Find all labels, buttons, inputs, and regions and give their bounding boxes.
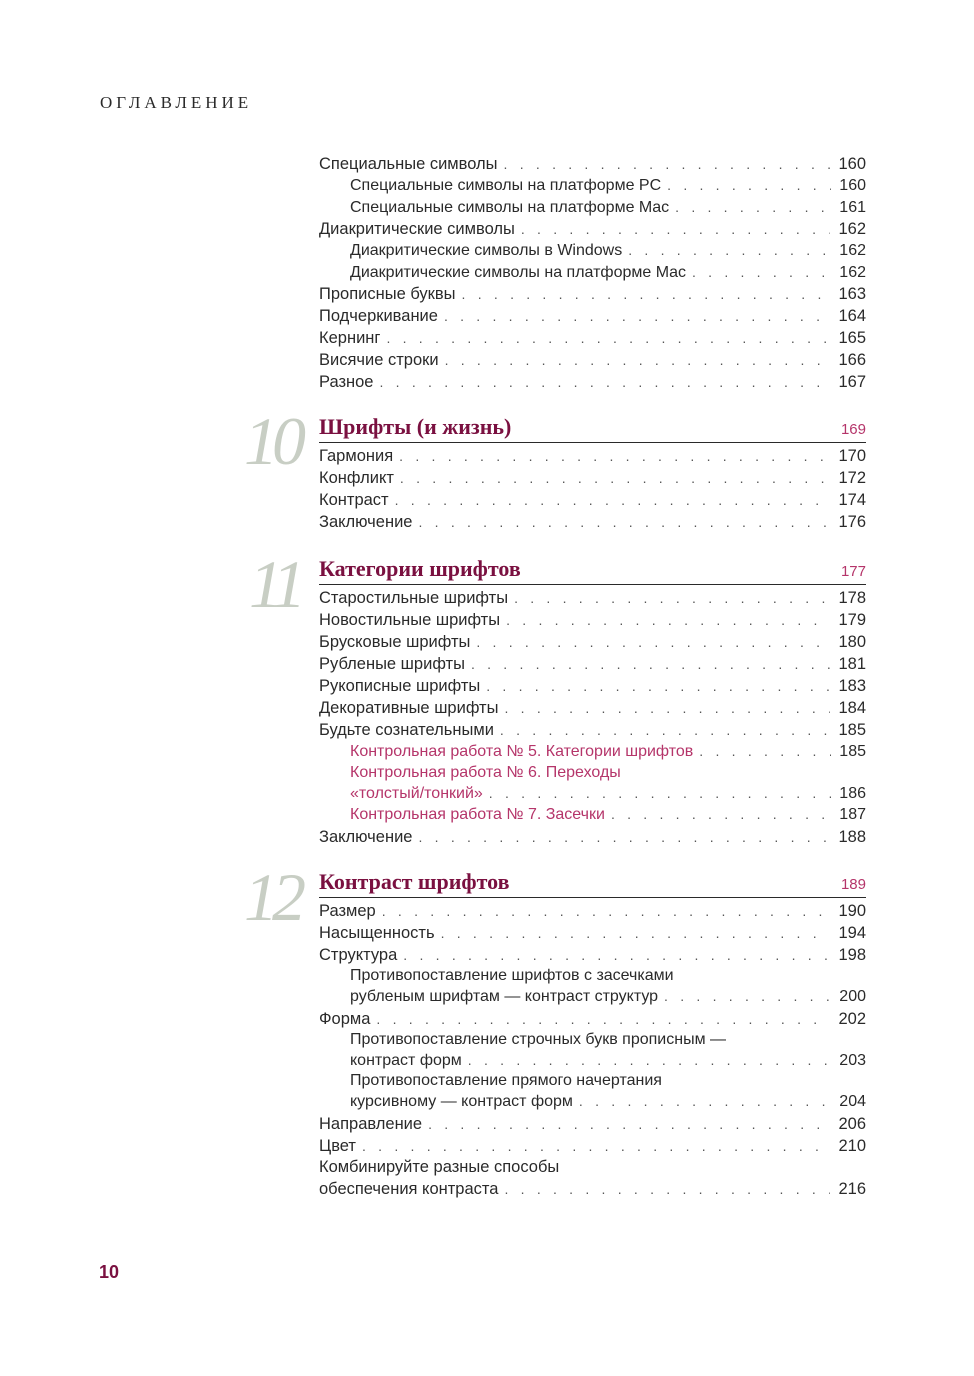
toc-entry-label: Диакритические символы: [319, 220, 515, 238]
chapter-number-10: 10: [244, 403, 300, 479]
toc-entry[interactable]: [319, 922, 866, 944]
leader-dots: [445, 349, 831, 371]
toc-entry[interactable]: [319, 467, 866, 489]
running-header: ОГЛАВЛЕНИЕ: [100, 93, 253, 112]
toc-entry[interactable]: [319, 511, 866, 533]
toc-exercise-entry-line1[interactable]: Контрольная работа № 6. Переходы: [350, 763, 621, 781]
toc-entry-label: Диакритические символы в Windows: [350, 242, 623, 259]
toc-entry-page: 160: [839, 177, 866, 194]
toc-entry-page: 216: [838, 1179, 866, 1198]
toc-entry-label: Разное: [319, 373, 374, 391]
toc-subentry-line1[interactable]: Противопоставление прямого начертания: [350, 1072, 662, 1089]
toc-entry-label: Заключение: [319, 513, 413, 531]
leader-dots: [699, 741, 831, 763]
toc-entry-label: Насыщенность: [319, 924, 435, 942]
toc-section-continued: [319, 153, 866, 393]
toc-entry[interactable]: [319, 349, 866, 371]
leader-dots: [692, 262, 831, 284]
leader-dots: [514, 587, 830, 609]
toc-entry-page: 172: [838, 469, 866, 487]
toc-entry[interactable]: [319, 283, 866, 305]
toc-entry-page: 185: [838, 721, 866, 739]
toc-entry-page: 174: [838, 491, 866, 509]
toc-entry-page: 206: [838, 1114, 866, 1133]
toc-entry-line2[interactable]: [319, 1178, 866, 1200]
leader-dots: [403, 944, 830, 966]
toc-entry[interactable]: [319, 631, 866, 653]
chapter-page: 169: [840, 421, 866, 438]
toc-entry-page: 167: [838, 373, 866, 391]
toc-entry-label: «толстый/тонкий»: [350, 784, 483, 802]
chapter-title: Контраст шрифтов: [319, 869, 510, 894]
toc-entry-label: Специальные символы на платформе Mac: [350, 198, 670, 216]
toc-entry-page: 166: [838, 351, 866, 369]
leader-dots: [500, 719, 831, 741]
toc-entry[interactable]: [319, 944, 866, 966]
leader-dots: [611, 804, 831, 826]
leader-dots: [489, 783, 832, 805]
leader-dots: [521, 218, 831, 240]
leader-dots: [628, 240, 831, 262]
toc-subentry-line1[interactable]: Противопоставление шрифтов с засечками: [350, 967, 674, 984]
toc-subentry-line2[interactable]: [350, 1091, 866, 1113]
toc-subentry-line1[interactable]: Противопоставление строчных букв прописным —: [350, 1030, 727, 1048]
toc-entry-label: Заключение: [319, 827, 413, 846]
toc-entry-page: 181: [838, 655, 866, 673]
toc-entry[interactable]: [319, 697, 866, 719]
toc-entry-page: 162: [838, 220, 866, 238]
toc-entry-label: Форма: [319, 1009, 371, 1028]
toc-entry-page: 202: [838, 1009, 866, 1028]
leader-dots: [506, 609, 830, 631]
toc-entry[interactable]: [319, 900, 866, 922]
leader-dots: [400, 467, 831, 489]
toc-entry-page: 170: [838, 447, 866, 465]
toc-entry-label: курсивному — контраст форм: [350, 1093, 573, 1110]
leader-dots: [418, 511, 830, 533]
toc-entry-label: обеспечения контраста: [319, 1179, 499, 1198]
toc-entry-page: 186: [839, 784, 866, 802]
toc-entry[interactable]: [319, 587, 866, 609]
leader-dots: [386, 327, 830, 349]
chapter-heading[interactable]: [319, 414, 866, 443]
leader-dots: [675, 197, 831, 219]
toc-subentry[interactable]: [350, 175, 866, 197]
toc-entry-page: 185: [839, 743, 866, 760]
toc-entry-label: Будьте сознательными: [319, 721, 494, 739]
toc-entry[interactable]: [319, 719, 866, 741]
leader-dots: [504, 1178, 830, 1200]
toc-chapter-11: [319, 556, 866, 848]
toc-entry-page: 176: [838, 513, 866, 531]
toc-entry-label: Старостильные шрифты: [319, 589, 509, 607]
toc-entry-label: Новостильные шрифты: [319, 611, 501, 629]
toc-entry[interactable]: [319, 653, 866, 675]
toc-entry[interactable]: [319, 489, 866, 511]
toc-entry-label: Специальные символы: [319, 155, 498, 173]
toc-entry-page: 210: [838, 1136, 866, 1155]
toc-entry-page: 198: [838, 946, 866, 964]
toc-chapter-10: [319, 414, 866, 533]
toc-entry-page: 188: [838, 827, 866, 846]
leader-dots: [664, 986, 831, 1008]
toc-entry-page: 203: [839, 1051, 866, 1069]
toc-entry-page: 200: [839, 988, 866, 1005]
toc-entry[interactable]: [319, 371, 866, 393]
toc-entry-label: Контрольная работа № 7. Засечки: [350, 806, 605, 823]
toc-entry[interactable]: [319, 445, 866, 467]
toc-entry-label: Рукописные шрифты: [319, 677, 481, 695]
leader-dots: [418, 826, 830, 848]
chapter-page: 177: [840, 563, 866, 580]
toc-entry-page: 163: [838, 285, 866, 303]
toc-exercise-entry[interactable]: [350, 741, 866, 763]
toc-entry-page: 187: [839, 806, 866, 823]
toc-entry-page: 204: [839, 1093, 866, 1110]
toc-exercise-entry[interactable]: [350, 804, 866, 826]
leader-dots: [468, 1050, 832, 1072]
toc-entry[interactable]: [319, 1135, 866, 1157]
leader-dots: [504, 697, 830, 719]
toc-entry-label: контраст форм: [350, 1051, 462, 1069]
toc-entry-page: 178: [838, 589, 866, 607]
toc-entry[interactable]: [319, 675, 866, 697]
toc-entry-page: 162: [839, 242, 866, 259]
toc-subentry[interactable]: [350, 262, 866, 284]
toc-subentry-line2[interactable]: [350, 1050, 866, 1072]
leader-dots: [504, 153, 831, 175]
leader-dots: [379, 371, 830, 393]
toc-entry-page: 160: [838, 155, 866, 173]
leader-dots: [667, 175, 831, 197]
toc-entry[interactable]: [319, 826, 866, 848]
toc-entry[interactable]: [319, 218, 866, 240]
leader-dots: [428, 1113, 830, 1135]
toc-entry-label: Подчеркивание: [319, 307, 438, 325]
toc-entry[interactable]: [319, 305, 866, 327]
chapter-title: Шрифты (и жизнь): [319, 414, 512, 439]
toc-entry-line1[interactable]: Комбинируйте разные способы: [319, 1157, 560, 1176]
toc-entry-label: Рубленые шрифты: [319, 655, 465, 673]
leader-dots: [476, 631, 830, 653]
chapter-number-11: 11: [249, 546, 300, 622]
toc-entry-page: 162: [839, 263, 866, 281]
chapter-number-12: 12: [244, 859, 300, 935]
leader-dots: [376, 1008, 830, 1030]
toc-entry-label: Направление: [319, 1114, 423, 1133]
chapter-heading[interactable]: [319, 556, 866, 585]
toc-entry-label: Конфликт: [319, 469, 394, 487]
toc-entry-label: Структура: [319, 946, 398, 964]
toc-entry-page: 184: [838, 699, 866, 717]
leader-dots: [441, 922, 831, 944]
toc-entry[interactable]: [319, 327, 866, 349]
leader-dots: [471, 653, 831, 675]
toc-entry-page: 190: [838, 902, 866, 920]
toc-entry-page: 161: [839, 198, 866, 216]
leader-dots: [362, 1135, 830, 1157]
leader-dots: [486, 675, 830, 697]
toc-entry-label: Контрольная работа № 5. Категории шрифтов: [350, 743, 694, 760]
toc-entry-page: 183: [838, 677, 866, 695]
toc-entry-label: Размер: [319, 902, 376, 920]
chapter-title: Категории шрифтов: [319, 556, 521, 581]
chapter-heading[interactable]: [319, 869, 866, 898]
toc-entry-label: Брусковые шрифты: [319, 633, 471, 651]
toc-subentry[interactable]: [350, 197, 866, 219]
toc-entry[interactable]: [319, 1113, 866, 1135]
toc-entry-page: 179: [838, 611, 866, 629]
toc-entry-label: Контраст: [319, 491, 389, 509]
toc-entry-label: Цвет: [319, 1136, 356, 1155]
toc-entry-label: Висячие строки: [319, 351, 439, 369]
toc-entry-page: 180: [838, 633, 866, 651]
toc-entry-label: Диакритические символы на платформе Mac: [350, 263, 686, 281]
toc-entry-page: 165: [838, 329, 866, 347]
chapter-page: 189: [840, 876, 866, 893]
toc-entry-label: Гармония: [319, 447, 394, 465]
leader-dots: [399, 445, 830, 467]
toc-exercise-entry-line2[interactable]: [350, 783, 866, 805]
toc-subentry-line2[interactable]: [350, 986, 866, 1008]
toc-chapter-12: [319, 869, 866, 1200]
toc-entry-page: 164: [838, 307, 866, 325]
toc-entry-label: Прописные буквы: [319, 285, 456, 303]
toc-entry[interactable]: [319, 153, 866, 175]
toc-entry-label: Декоративные шрифты: [319, 699, 499, 717]
toc-entry-label: Кернинг: [319, 329, 381, 347]
toc-entry[interactable]: [319, 1008, 866, 1030]
leader-dots: [382, 900, 831, 922]
leader-dots: [462, 283, 831, 305]
page-number: 10: [99, 1262, 120, 1282]
toc-entry-page: 194: [838, 924, 866, 942]
toc-entry[interactable]: [319, 609, 866, 631]
toc-subentry[interactable]: [350, 240, 866, 262]
toc-entry-label: рубленым шрифтам — контраст структур: [350, 988, 659, 1005]
leader-dots: [395, 489, 831, 511]
leader-dots: [579, 1091, 831, 1113]
leader-dots: [444, 305, 831, 327]
toc-entry-label: Специальные символы на платформе PC: [350, 177, 662, 194]
